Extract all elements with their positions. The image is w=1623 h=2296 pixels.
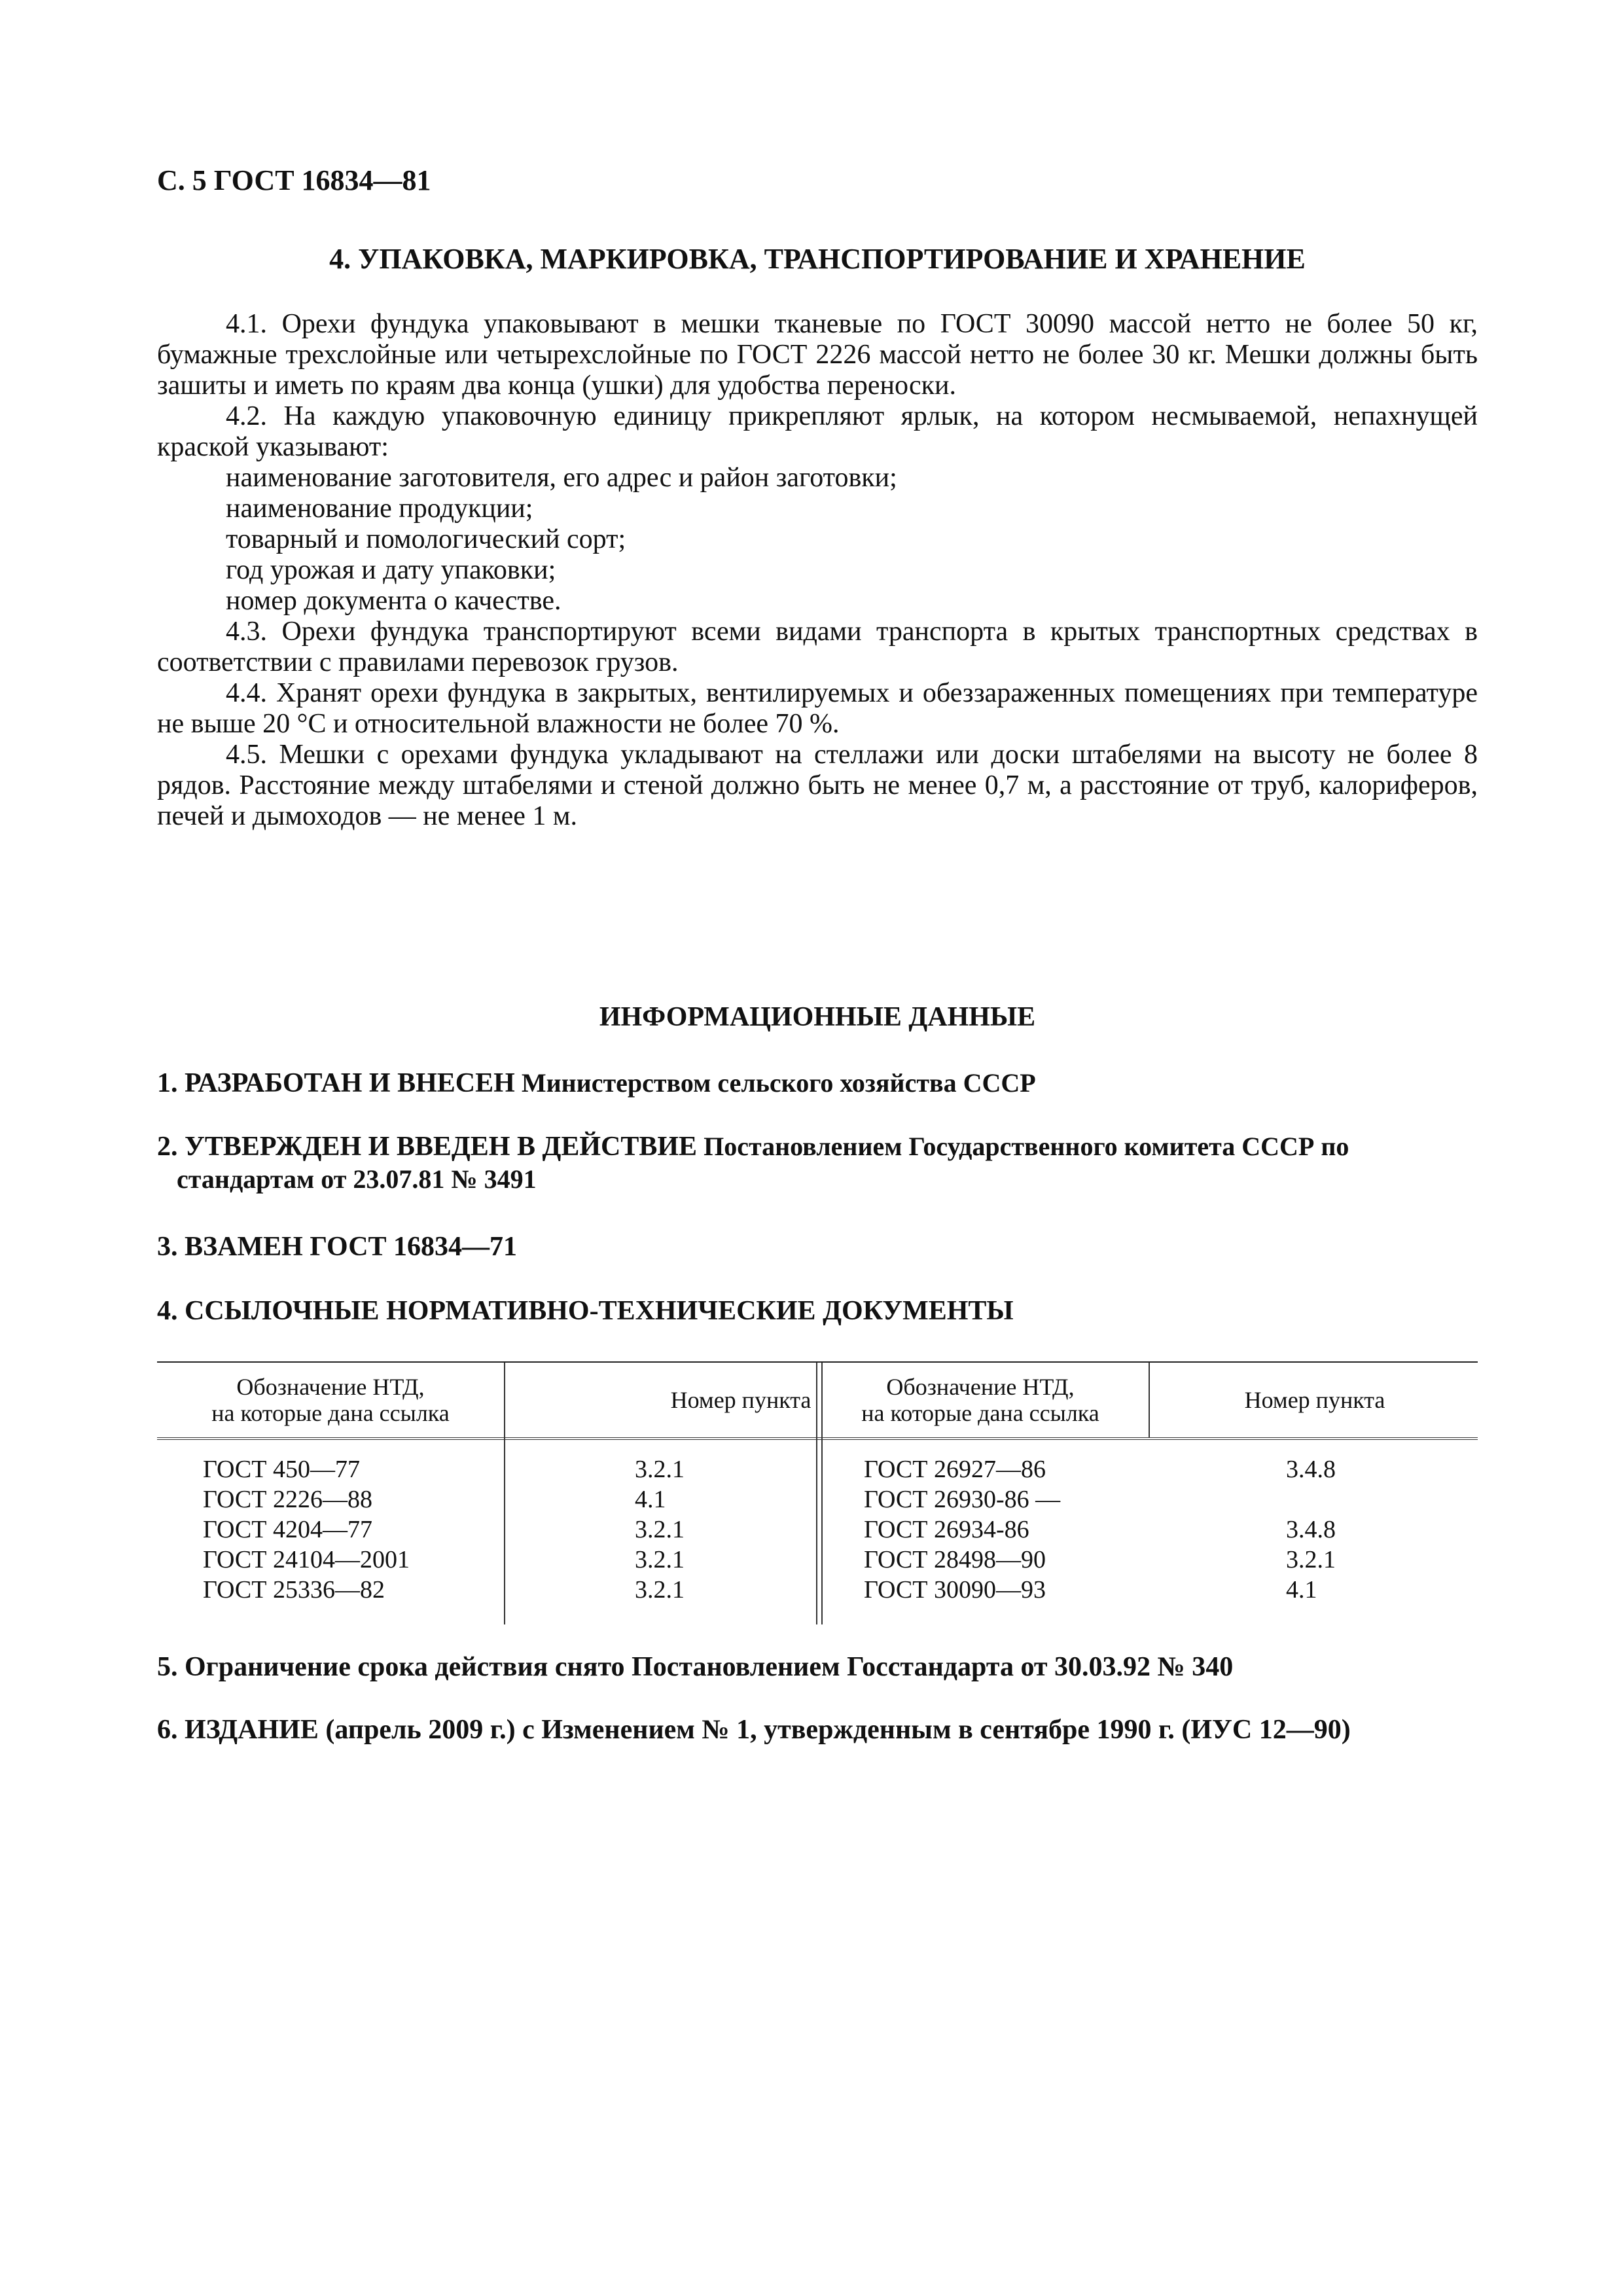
table-row: ГОСТ 24104—2001 3.2.1 ГОСТ 28498—90 3.2.1 [203, 1546, 1336, 1573]
document-page [157, 0, 1478, 2296]
paragraph-4-4: 4.4. Хранят орехи фундука в закрытых, вентилируемых и обеззараженных помещениях при температуре не выше 20 °С и относительной влажности не более 70 %. [157, 678, 1478, 739]
page-header: С. 5 ГОСТ 16834—81 [157, 164, 431, 196]
reference-documents-table [157, 1361, 1478, 1624]
list-item: наименование заготовителя, его адрес и район заготовки; [226, 463, 897, 493]
list-item: год урожая и дату упаковки; [226, 555, 556, 585]
info-item-3 [157, 1230, 1478, 1263]
table-row: ГОСТ 4204—77 3.2.1 ГОСТ 26934-86 3.4.8 [203, 1516, 1336, 1543]
info-item-1 [157, 1067, 1478, 1100]
table-row: ГОСТ 25336—82 3.2.1 ГОСТ 30090—93 4.1 [203, 1576, 1317, 1604]
info-item-2-text: Постановлением Государственного комитета СССР по стандартам от 23.07.81 № 3491 [177, 1132, 1349, 1194]
header-doc-left: Обозначение НТД, на которые дана ссылка [211, 1374, 450, 1426]
paragraph-4-1: 4.1. Орехи фундука упаковывают в мешки тканевые по ГОСТ 30090 массой нетто не более 50 кг, бумажные трехслойные или четырехслойные по ГОСТ 2226 массой нетто не более 30 кг. Мешки должны быть зашиты и иметь по краям два конца (ушки) для удобства переноски. [157, 309, 1478, 401]
paragraph-4-3: 4.3. Орехи фундука транспортируют всеми видами транспорта в крытых транспортных средствах в соответствии с правилами перевозок грузов. [157, 617, 1478, 677]
section-4-body [157, 309, 1478, 832]
paragraph-4-2: 4.2. На каждую упаковочную единицу прикрепляют ярлык, на котором несмываемой, непахнущей краской указывают: [157, 401, 1478, 462]
section-4-title: 4. УПАКОВКА, МАРКИРОВКА, ТРАНСПОРТИРОВАНИЕ И ХРАНЕНИЕ [329, 243, 1306, 275]
header-clause-right: Номер пункта [1244, 1387, 1385, 1413]
header-clause-left: Номер пункта [670, 1387, 812, 1413]
column-divider [1149, 1363, 1150, 1437]
info-item-4: 4. ССЫЛОЧНЫЕ НОРМАТИВНО-ТЕХНИЧЕСКИЕ ДОКУМЕНТЫ [157, 1296, 1014, 1326]
info-item-1-lead: 1. РАЗРАБОТАН И ВНЕСЕН [157, 1068, 515, 1098]
table-row: ГОСТ 2226—88 4.1 ГОСТ 26930-86 — [203, 1486, 1061, 1513]
list-item: номер документа о качестве. [226, 586, 562, 616]
info-item-1-text: Министерством сельского хозяйства СССР [514, 1068, 1036, 1098]
paragraph-4-5: 4.5. Мешки с орехами фундука укладывают на стеллажи или доски штабелями на высоту не более 8 рядов. Расстояние между штабелями и стеной должно быть не менее 0,7 м, а расстояние от труб, калориферов, печей и дымоходов — не менее 1 м. [157, 740, 1478, 831]
info-item-2-lead: 2. УТВЕРЖДЕН И ВВЕДЕН В ДЕЙСТВИЕ [157, 1132, 698, 1162]
info-item-5: 5. Ограничение срока действия снято Постановлением Госстандарта от 30.03.92 № 340 [157, 1652, 1234, 1682]
info-item-6: 6. ИЗДАНИЕ (апрель 2009 г.) с Изменением № 1, утвержденным в сентябре 1990 г. (ИУС 12—90) [157, 1715, 1351, 1745]
info-item-3-text: 3. ВЗАМЕН ГОСТ 16834—71 [157, 1232, 518, 1262]
table-row: ГОСТ 450—77 3.2.1 ГОСТ 26927—86 3.4.8 [203, 1456, 1336, 1483]
list-item: товарный и помологический сорт; [226, 524, 626, 554]
info-item-2 [157, 1130, 1478, 1196]
header-doc-right: Обозначение НТД, на которые дана ссылка [861, 1374, 1099, 1426]
info-data-title: ИНФОРМАЦИОННЫЕ ДАННЫЕ [599, 1002, 1036, 1032]
list-item: наименование продукции; [226, 493, 533, 524]
